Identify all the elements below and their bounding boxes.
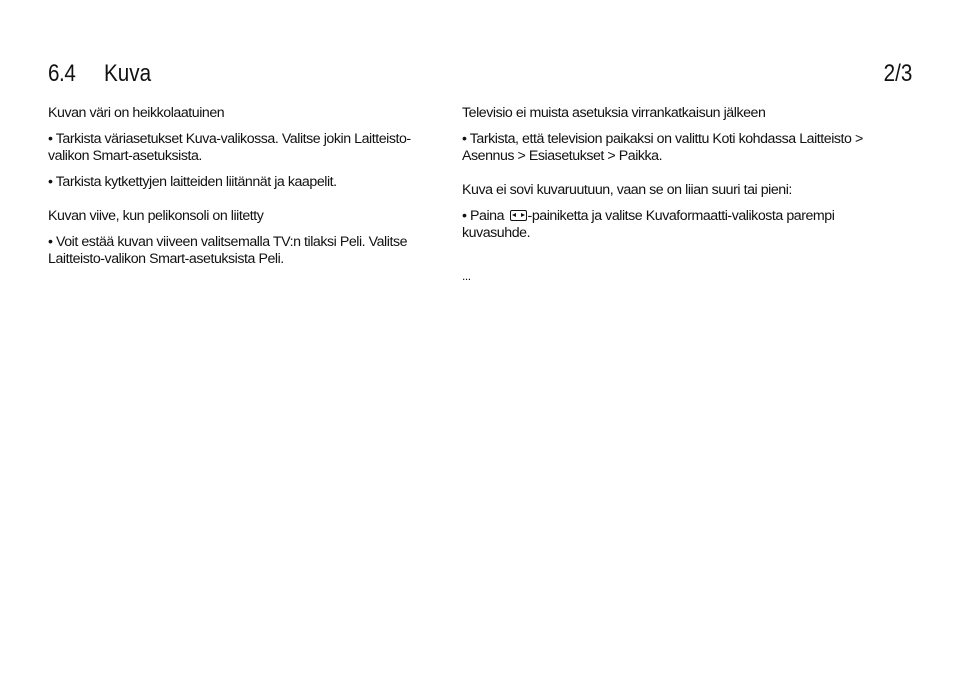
solution-bullet: • Tarkista väriasetukset Kuva-valikossa. Valitse jokin Laitteisto-valikon Smart-asetuksista.	[48, 131, 411, 164]
continuation-ellipsis: ...	[462, 269, 471, 283]
solution-bullet: • Tarkista kytkettyjen laitteiden liitännät ja kaapelit.	[48, 174, 337, 190]
bullet-suffix: -painiketta ja valitse Kuvaformaatti-valikosta parempi kuvasuhde.	[462, 208, 835, 241]
format-icon	[510, 210, 527, 221]
problem-heading: Televisio ei muista asetuksia virrankatkaisun jälkeen	[462, 105, 766, 121]
solution-bullet: • Voit estää kuvan viiveen valitsemalla TV:n tilaksi Peli. Valitse Laitteisto-valikon Smart-asetuksista Peli.	[48, 234, 408, 267]
problem-heading: Kuvan väri on heikkolaatuinen	[48, 105, 225, 121]
section-number: 6.4	[48, 60, 76, 87]
bullet-prefix: • Paina	[462, 208, 508, 224]
page-indicator: 2/3	[883, 60, 912, 87]
section-title: Kuva	[104, 60, 152, 87]
solution-bullet: • Tarkista, että television paikaksi on valittu Koti kohdassa Laitteisto > Asennus > Esiasetukset > Paikka.	[462, 131, 863, 164]
problem-heading: Kuvan viive, kun pelikonsoli on liitetty	[48, 208, 264, 224]
problem-heading: Kuva ei sovi kuvaruutuun, vaan se on liian suuri tai pieni:	[462, 182, 792, 198]
right-column	[462, 105, 882, 285]
page-header	[48, 60, 912, 94]
left-column	[48, 105, 443, 277]
solution-bullet	[462, 208, 882, 242]
